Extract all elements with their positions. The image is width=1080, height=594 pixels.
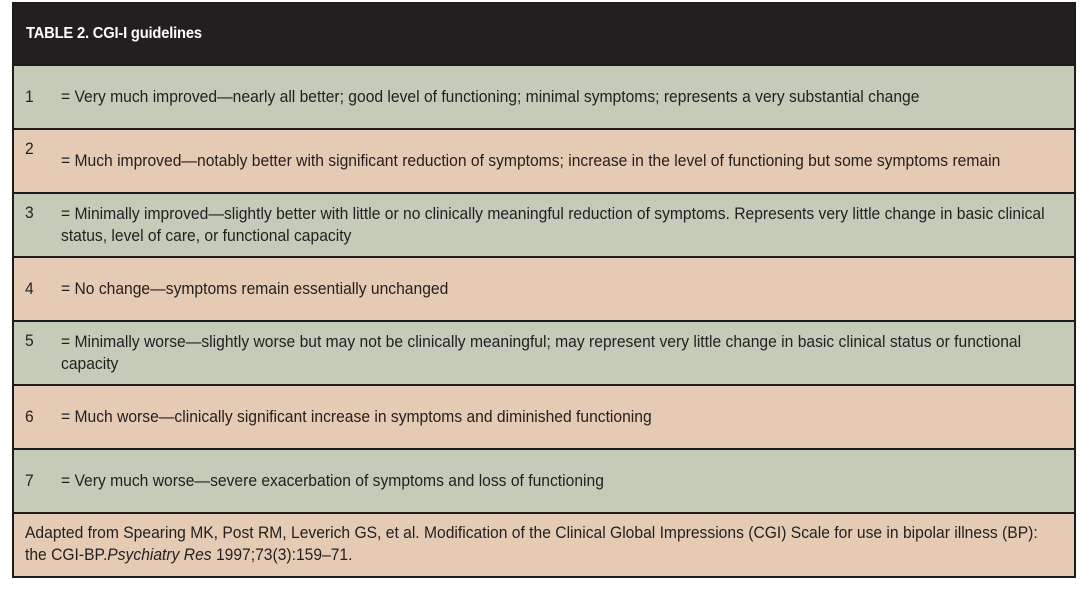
row-number: 3 <box>25 203 34 222</box>
row-number: 2 <box>25 139 34 158</box>
row-description: = Very much improved—nearly all better; good level of functioning; minimal symptoms; represents a very substantial change <box>61 87 920 106</box>
table-row-5 <box>14 320 1074 384</box>
table-row-6 <box>14 384 1074 448</box>
journal-name: Psychiatry Res <box>107 545 212 564</box>
row-number: 1 <box>25 87 34 106</box>
table-row-2 <box>14 128 1074 192</box>
source-citation: Adapted from Spearing MK, Post RM, Leverich GS, et al. Modification of the Clinical Global Impressions (CGI) Scale for use in bipolar illness (BP): the CGI-BP. <box>25 523 1038 564</box>
source-citation-details: 1997;73(3):159–71. <box>211 545 353 564</box>
row-number: 5 <box>25 331 34 350</box>
table-row-4 <box>14 256 1074 320</box>
row-number: 6 <box>25 407 34 426</box>
table-title: TABLE 2. CGI-I guidelines <box>26 25 202 42</box>
cgi-i-guidelines-table <box>12 2 1076 578</box>
table-row-1 <box>14 64 1074 128</box>
row-description: = Much improved—notably better with significant reduction of symptoms; increase in the level of functioning but some symptoms remain <box>61 151 1001 170</box>
table-source-note <box>14 512 1074 576</box>
row-number: 7 <box>25 471 34 490</box>
table-row-3 <box>14 192 1074 256</box>
table-row-7 <box>14 448 1074 512</box>
row-description: = No change—symptoms remain essentially unchanged <box>61 279 449 298</box>
row-description: = Much worse—clinically significant increase in symptoms and diminished functioning <box>61 407 652 426</box>
row-description: = Minimally improved—slightly better with little or no clinically meaningful reduction of symptoms. Represents very little change in basic clinical status, level of care, or functional capacity <box>61 204 1045 245</box>
table-title-bar <box>14 4 1074 64</box>
row-description: = Very much worse—severe exacerbation of symptoms and loss of functioning <box>61 471 604 490</box>
row-description: = Minimally worse—slightly worse but may not be clinically meaningful; may represent very little change in basic clinical status or functional capacity <box>61 332 1022 373</box>
row-number: 4 <box>25 279 34 298</box>
